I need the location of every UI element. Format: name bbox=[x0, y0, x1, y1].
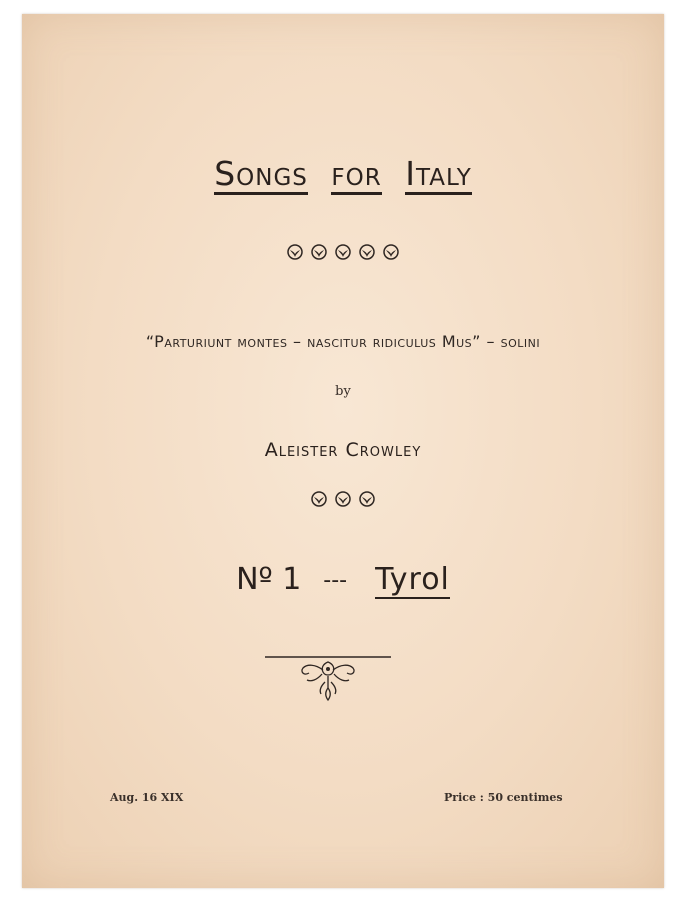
issue-line bbox=[22, 562, 664, 599]
issue-place: Tyrol bbox=[375, 562, 450, 597]
byline: by bbox=[335, 384, 351, 399]
circled-leaf-icon bbox=[285, 242, 305, 262]
circled-leaf-icon bbox=[357, 242, 377, 262]
pamphlet-cover bbox=[22, 14, 664, 888]
issue-separator: --- bbox=[323, 568, 348, 593]
circled-leaf-icon bbox=[333, 242, 353, 262]
circled-leaf-icon bbox=[381, 242, 401, 262]
circled-leaf-icon bbox=[333, 489, 353, 509]
author-name: Aleister Crowley bbox=[264, 439, 422, 461]
title-word-1: Songs bbox=[214, 154, 308, 193]
top-ornament-row bbox=[22, 242, 664, 266]
circled-leaf-icon bbox=[309, 489, 329, 509]
latin-motto: “Parturiunt montes – nascitur ridiculus Mus” – solini bbox=[145, 332, 541, 351]
price-label: Price : 50 centimes bbox=[444, 791, 563, 804]
title-word-2: for bbox=[331, 154, 382, 193]
title-word-3: Italy bbox=[405, 154, 472, 193]
circled-leaf-icon bbox=[309, 242, 329, 262]
publication-date: Aug. 16 XIX bbox=[110, 791, 184, 804]
fleuron-ornament-icon bbox=[265, 654, 391, 714]
page-title bbox=[22, 154, 664, 195]
issue-number: Nº 1 bbox=[236, 562, 302, 597]
middle-ornament-row bbox=[22, 489, 664, 513]
circled-leaf-icon bbox=[357, 489, 377, 509]
